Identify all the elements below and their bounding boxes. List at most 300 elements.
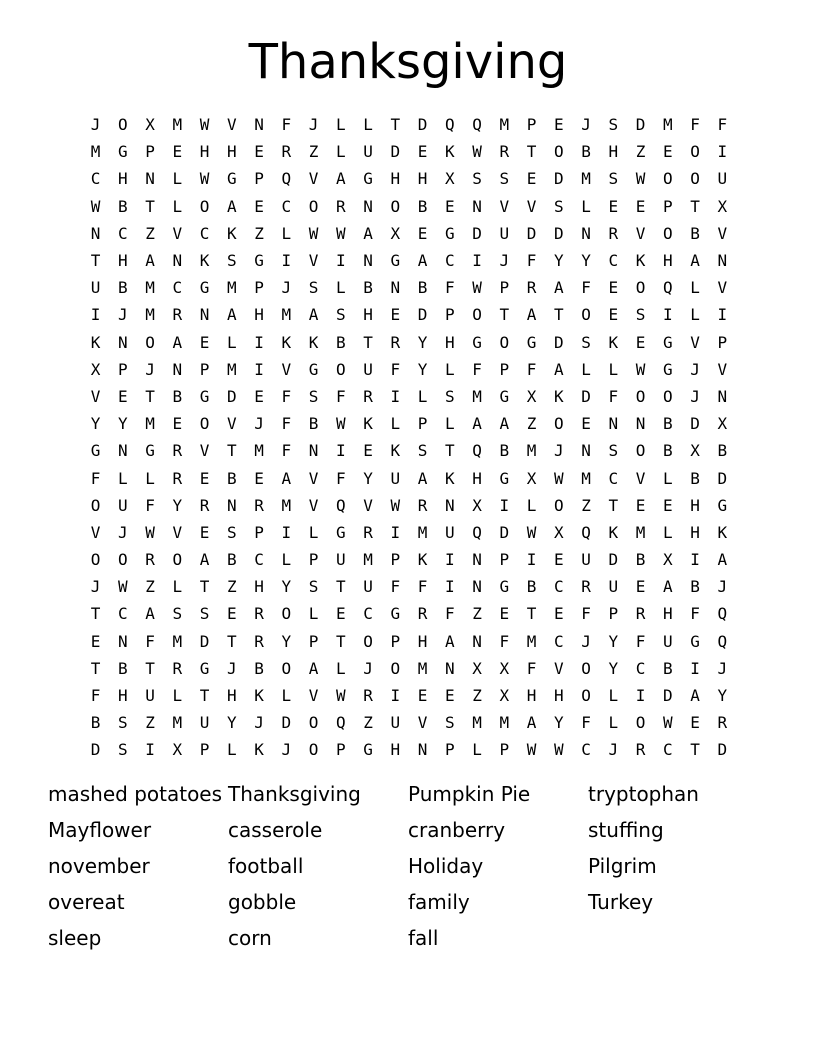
grid-letter: E bbox=[254, 196, 264, 216]
grid-letter: X bbox=[472, 658, 482, 678]
grid-letter: M bbox=[663, 115, 673, 135]
grid-letter: W bbox=[336, 414, 346, 434]
grid-letter: T bbox=[336, 631, 346, 651]
grid-letter: M bbox=[635, 522, 646, 542]
grid-letter: D bbox=[717, 740, 728, 760]
grid-letter: T bbox=[336, 577, 346, 597]
grid-letter: U bbox=[363, 142, 373, 162]
grid-letter: L bbox=[308, 604, 319, 624]
grid-letter: B bbox=[663, 414, 673, 434]
grid-letter: H bbox=[690, 522, 700, 542]
grid-letter: Z bbox=[526, 414, 537, 434]
grid-letter: J bbox=[281, 278, 292, 298]
grid-letter: W bbox=[145, 522, 155, 542]
grid-letter: F bbox=[717, 115, 728, 135]
grid-letter: N bbox=[390, 278, 401, 298]
grid-letter: R bbox=[635, 740, 646, 760]
grid-letter: Y bbox=[363, 468, 373, 488]
grid-row bbox=[82, 709, 736, 736]
grid-letter: H bbox=[608, 142, 619, 162]
grid-letter: A bbox=[554, 278, 564, 298]
grid-letter: E bbox=[581, 414, 591, 434]
grid-letter: W bbox=[635, 359, 646, 379]
grid-letter: T bbox=[390, 115, 401, 135]
grid-letter: S bbox=[118, 740, 128, 760]
grid-letter: O bbox=[690, 169, 700, 189]
grid-letter: U bbox=[145, 686, 155, 706]
grid-letter: E bbox=[635, 577, 646, 597]
grid-letter: X bbox=[499, 658, 510, 678]
grid-letter: O bbox=[554, 142, 564, 162]
grid-letter: S bbox=[608, 441, 619, 461]
grid-letter: H bbox=[254, 577, 264, 597]
word-list-item: Thanksgiving bbox=[228, 782, 361, 806]
grid-letter: T bbox=[526, 142, 537, 162]
grid-letter: M bbox=[526, 631, 537, 651]
grid-letter: I bbox=[281, 522, 292, 542]
word-search-grid bbox=[82, 111, 736, 764]
grid-letter: G bbox=[336, 522, 346, 542]
grid-letter: I bbox=[145, 740, 155, 760]
grid-letter: V bbox=[499, 196, 510, 216]
grid-letter: P bbox=[499, 550, 510, 570]
grid-letter: W bbox=[390, 495, 401, 515]
grid-letter: J bbox=[499, 251, 510, 271]
grid-letter: B bbox=[90, 713, 101, 733]
grid-letter: V bbox=[308, 169, 319, 189]
grid-letter: A bbox=[363, 223, 373, 243]
grid-letter: F bbox=[390, 577, 401, 597]
grid-letter: V bbox=[227, 414, 237, 434]
grid-letter: O bbox=[90, 550, 101, 570]
grid-letter: O bbox=[390, 658, 401, 678]
grid-letter: P bbox=[499, 278, 510, 298]
grid-letter: C bbox=[118, 604, 128, 624]
grid-letter: G bbox=[499, 468, 510, 488]
grid-letter: F bbox=[526, 359, 537, 379]
grid-letter: Z bbox=[635, 142, 646, 162]
grid-letter: X bbox=[472, 495, 482, 515]
grid-letter: P bbox=[254, 169, 264, 189]
grid-letter: J bbox=[145, 359, 155, 379]
grid-letter: K bbox=[717, 522, 728, 542]
grid-letter: K bbox=[608, 522, 619, 542]
grid-letter: W bbox=[526, 740, 537, 760]
grid-letter: A bbox=[690, 686, 700, 706]
grid-letter: J bbox=[554, 441, 564, 461]
grid-letter: O bbox=[635, 386, 646, 406]
grid-letter: Y bbox=[417, 359, 428, 379]
grid-letter: L bbox=[663, 522, 673, 542]
grid-letter: E bbox=[199, 468, 210, 488]
grid-letter: L bbox=[308, 522, 319, 542]
grid-letter: R bbox=[499, 142, 510, 162]
word-list-item: Pilgrim bbox=[588, 854, 657, 878]
grid-letter: L bbox=[472, 740, 482, 760]
grid-letter: U bbox=[118, 495, 128, 515]
grid-letter: V bbox=[717, 278, 728, 298]
grid-letter: V bbox=[227, 115, 237, 135]
grid-letter: T bbox=[608, 495, 619, 515]
grid-letter: O bbox=[199, 196, 210, 216]
grid-letter: V bbox=[635, 223, 646, 243]
grid-letter: H bbox=[417, 631, 428, 651]
grid-letter: L bbox=[608, 713, 619, 733]
grid-letter: K bbox=[554, 386, 564, 406]
grid-letter: Z bbox=[145, 577, 155, 597]
grid-letter: Z bbox=[308, 142, 319, 162]
grid-letter: L bbox=[690, 278, 700, 298]
grid-letter: A bbox=[472, 414, 482, 434]
grid-letter: N bbox=[472, 631, 482, 651]
grid-letter: G bbox=[690, 631, 700, 651]
grid-letter: Z bbox=[254, 223, 264, 243]
grid-row bbox=[82, 492, 736, 519]
grid-letter: S bbox=[581, 332, 591, 352]
grid-letter: P bbox=[199, 740, 210, 760]
grid-letter: L bbox=[118, 468, 128, 488]
grid-letter: M bbox=[227, 359, 237, 379]
grid-letter: R bbox=[608, 223, 619, 243]
grid-letter: X bbox=[717, 196, 728, 216]
grid-letter: L bbox=[663, 468, 673, 488]
grid-letter: S bbox=[336, 305, 346, 325]
grid-letter: U bbox=[199, 713, 210, 733]
grid-letter: G bbox=[363, 740, 373, 760]
grid-letter: L bbox=[172, 686, 183, 706]
grid-letter: T bbox=[363, 332, 373, 352]
grid-letter: W bbox=[308, 223, 319, 243]
grid-letter: N bbox=[581, 223, 591, 243]
grid-letter: F bbox=[526, 658, 537, 678]
grid-letter: W bbox=[554, 740, 564, 760]
grid-letter: N bbox=[608, 414, 619, 434]
grid-letter: U bbox=[390, 713, 401, 733]
grid-letter: H bbox=[417, 169, 428, 189]
grid-letter: S bbox=[472, 169, 482, 189]
grid-letter: Y bbox=[554, 251, 564, 271]
grid-letter: O bbox=[581, 686, 591, 706]
grid-letter: I bbox=[254, 332, 264, 352]
grid-letter: H bbox=[254, 305, 264, 325]
grid-letter: Z bbox=[472, 604, 482, 624]
grid-letter: P bbox=[717, 332, 728, 352]
grid-letter: P bbox=[663, 196, 673, 216]
word-list-item: Mayflower bbox=[48, 818, 152, 842]
grid-letter: R bbox=[363, 522, 373, 542]
grid-letter: L bbox=[390, 414, 401, 434]
grid-letter: A bbox=[417, 251, 428, 271]
grid-letter: G bbox=[526, 332, 537, 352]
grid-letter: Z bbox=[581, 495, 591, 515]
grid-letter: T bbox=[145, 386, 155, 406]
grid-letter: R bbox=[145, 550, 155, 570]
grid-letter: N bbox=[145, 169, 155, 189]
grid-letter: O bbox=[118, 550, 128, 570]
grid-letter: G bbox=[254, 251, 264, 271]
grid-letter: B bbox=[227, 550, 237, 570]
grid-letter: E bbox=[254, 468, 264, 488]
grid-letter: E bbox=[199, 522, 210, 542]
grid-letter: K bbox=[199, 251, 210, 271]
grid-letter: T bbox=[199, 686, 210, 706]
grid-letter: E bbox=[635, 495, 646, 515]
grid-letter: J bbox=[308, 115, 319, 135]
grid-letter: O bbox=[336, 359, 346, 379]
grid-letter: K bbox=[390, 441, 401, 461]
grid-letter: L bbox=[608, 686, 619, 706]
grid-letter: Q bbox=[472, 522, 482, 542]
grid-letter: U bbox=[445, 522, 455, 542]
grid-letter: A bbox=[336, 169, 346, 189]
grid-letter: R bbox=[254, 631, 264, 651]
grid-letter: A bbox=[227, 305, 237, 325]
grid-letter: R bbox=[363, 386, 373, 406]
grid-letter: N bbox=[308, 441, 319, 461]
grid-letter: L bbox=[526, 495, 537, 515]
grid-letter: R bbox=[526, 278, 537, 298]
grid-row bbox=[82, 111, 736, 138]
grid-letter: E bbox=[554, 604, 564, 624]
grid-letter: O bbox=[499, 332, 510, 352]
grid-letter: U bbox=[336, 550, 346, 570]
grid-letter: P bbox=[417, 414, 428, 434]
grid-letter: R bbox=[417, 604, 428, 624]
grid-letter: H bbox=[118, 251, 128, 271]
grid-letter: I bbox=[663, 305, 673, 325]
grid-letter: N bbox=[199, 305, 210, 325]
grid-letter: Q bbox=[336, 713, 346, 733]
grid-letter: A bbox=[526, 713, 537, 733]
grid-letter: R bbox=[172, 658, 183, 678]
grid-letter: H bbox=[390, 740, 401, 760]
grid-letter: H bbox=[118, 686, 128, 706]
grid-letter: I bbox=[90, 305, 101, 325]
grid-letter: H bbox=[663, 251, 673, 271]
grid-letter: A bbox=[690, 251, 700, 271]
grid-letter: B bbox=[717, 441, 728, 461]
grid-letter: U bbox=[608, 577, 619, 597]
grid-letter: C bbox=[172, 278, 183, 298]
grid-letter: L bbox=[172, 169, 183, 189]
grid-letter: K bbox=[445, 468, 455, 488]
grid-letter: C bbox=[608, 251, 619, 271]
grid-letter: J bbox=[118, 305, 128, 325]
grid-letter: Y bbox=[608, 658, 619, 678]
grid-letter: V bbox=[363, 495, 373, 515]
grid-letter: X bbox=[663, 550, 673, 570]
grid-letter: N bbox=[472, 550, 482, 570]
grid-letter: X bbox=[145, 115, 155, 135]
grid-letter: F bbox=[281, 414, 292, 434]
grid-letter: N bbox=[90, 223, 101, 243]
grid-letter: O bbox=[199, 414, 210, 434]
grid-letter: M bbox=[172, 115, 183, 135]
grid-letter: A bbox=[717, 550, 728, 570]
grid-letter: R bbox=[172, 441, 183, 461]
grid-letter: I bbox=[690, 550, 700, 570]
grid-row bbox=[82, 356, 736, 383]
grid-letter: L bbox=[445, 359, 455, 379]
grid-letter: V bbox=[635, 468, 646, 488]
grid-row bbox=[82, 437, 736, 464]
grid-letter: U bbox=[363, 359, 373, 379]
grid-letter: E bbox=[526, 169, 537, 189]
grid-letter: H bbox=[363, 305, 373, 325]
grid-letter: I bbox=[717, 142, 728, 162]
grid-letter: C bbox=[554, 577, 564, 597]
grid-letter: W bbox=[472, 142, 482, 162]
grid-letter: X bbox=[172, 740, 183, 760]
grid-letter: R bbox=[717, 713, 728, 733]
grid-letter: E bbox=[254, 142, 264, 162]
grid-letter: V bbox=[690, 332, 700, 352]
grid-letter: W bbox=[635, 169, 646, 189]
grid-row bbox=[82, 138, 736, 165]
grid-letter: B bbox=[227, 468, 237, 488]
grid-letter: M bbox=[499, 115, 510, 135]
grid-letter: J bbox=[581, 115, 591, 135]
grid-letter: S bbox=[227, 522, 237, 542]
grid-letter: O bbox=[554, 495, 564, 515]
grid-letter: E bbox=[336, 604, 346, 624]
grid-letter: T bbox=[90, 604, 101, 624]
grid-letter: L bbox=[227, 740, 237, 760]
grid-letter: J bbox=[717, 577, 728, 597]
grid-letter: F bbox=[281, 386, 292, 406]
grid-letter: J bbox=[254, 713, 264, 733]
grid-letter: E bbox=[635, 332, 646, 352]
grid-letter: B bbox=[499, 441, 510, 461]
grid-letter: K bbox=[445, 142, 455, 162]
grid-letter: F bbox=[445, 278, 455, 298]
grid-letter: M bbox=[145, 305, 155, 325]
grid-letter: I bbox=[336, 251, 346, 271]
grid-letter: O bbox=[635, 441, 646, 461]
grid-letter: R bbox=[254, 604, 264, 624]
grid-letter: K bbox=[308, 332, 319, 352]
grid-letter: D bbox=[281, 713, 292, 733]
grid-letter: D bbox=[417, 305, 428, 325]
grid-letter: P bbox=[118, 359, 128, 379]
grid-letter: L bbox=[336, 278, 346, 298]
grid-letter: T bbox=[145, 658, 155, 678]
grid-letter: C bbox=[663, 740, 673, 760]
grid-row bbox=[82, 193, 736, 220]
grid-letter: D bbox=[526, 223, 537, 243]
grid-letter: I bbox=[390, 522, 401, 542]
grid-letter: F bbox=[581, 278, 591, 298]
grid-letter: E bbox=[445, 686, 455, 706]
grid-letter: Z bbox=[363, 713, 373, 733]
grid-letter: F bbox=[472, 359, 482, 379]
grid-letter: I bbox=[445, 577, 455, 597]
grid-letter: Q bbox=[581, 522, 591, 542]
grid-letter: S bbox=[308, 577, 319, 597]
grid-letter: W bbox=[199, 115, 210, 135]
grid-letter: I bbox=[499, 495, 510, 515]
grid-letter: N bbox=[118, 631, 128, 651]
grid-letter: Z bbox=[472, 686, 482, 706]
grid-letter: E bbox=[608, 196, 619, 216]
word-list-item: football bbox=[228, 854, 304, 878]
grid-letter: T bbox=[690, 196, 700, 216]
grid-letter: D bbox=[554, 332, 564, 352]
grid-letter: H bbox=[472, 468, 482, 488]
grid-letter: I bbox=[690, 658, 700, 678]
grid-letter: F bbox=[145, 495, 155, 515]
grid-letter: V bbox=[172, 223, 183, 243]
grid-letter: G bbox=[227, 169, 237, 189]
grid-letter: I bbox=[390, 386, 401, 406]
grid-letter: O bbox=[308, 740, 319, 760]
grid-letter: X bbox=[90, 359, 101, 379]
grid-letter: V bbox=[90, 386, 101, 406]
word-list-item: overeat bbox=[48, 890, 125, 914]
grid-letter: Y bbox=[172, 495, 183, 515]
grid-letter: V bbox=[308, 468, 319, 488]
grid-letter: O bbox=[663, 169, 673, 189]
grid-letter: G bbox=[308, 359, 319, 379]
grid-letter: W bbox=[526, 522, 537, 542]
grid-letter: C bbox=[363, 604, 373, 624]
grid-letter: L bbox=[172, 577, 183, 597]
grid-letter: D bbox=[227, 386, 237, 406]
grid-row bbox=[82, 655, 736, 682]
grid-letter: E bbox=[172, 142, 183, 162]
grid-letter: Q bbox=[336, 495, 346, 515]
grid-letter: W bbox=[90, 196, 101, 216]
grid-letter: W bbox=[336, 686, 346, 706]
grid-letter: W bbox=[663, 713, 673, 733]
grid-letter: X bbox=[526, 386, 537, 406]
grid-letter: Y bbox=[281, 577, 292, 597]
grid-letter: G bbox=[390, 251, 401, 271]
grid-letter: D bbox=[90, 740, 101, 760]
grid-letter: A bbox=[281, 468, 292, 488]
grid-letter: Q bbox=[281, 169, 292, 189]
word-list-item: casserole bbox=[228, 818, 323, 842]
grid-letter: D bbox=[472, 223, 482, 243]
grid-letter: G bbox=[199, 386, 210, 406]
grid-letter: T bbox=[227, 441, 237, 461]
grid-letter: B bbox=[417, 196, 428, 216]
grid-letter: Y bbox=[227, 713, 237, 733]
grid-letter: B bbox=[663, 441, 673, 461]
grid-letter: G bbox=[363, 169, 373, 189]
grid-letter: V bbox=[554, 658, 564, 678]
grid-letter: J bbox=[690, 386, 700, 406]
grid-letter: B bbox=[690, 577, 700, 597]
grid-letter: Y bbox=[554, 713, 564, 733]
grid-letter: D bbox=[690, 414, 700, 434]
grid-letter: S bbox=[118, 713, 128, 733]
grid-letter: O bbox=[554, 414, 564, 434]
grid-letter: N bbox=[417, 740, 428, 760]
grid-letter: T bbox=[145, 196, 155, 216]
grid-letter: H bbox=[554, 686, 564, 706]
grid-letter: E bbox=[663, 495, 673, 515]
word-list-item: Turkey bbox=[588, 890, 654, 914]
grid-letter: T bbox=[90, 251, 101, 271]
grid-letter: O bbox=[281, 604, 292, 624]
grid-letter: Y bbox=[118, 414, 128, 434]
grid-letter: G bbox=[199, 278, 210, 298]
grid-letter: F bbox=[90, 686, 101, 706]
grid-letter: E bbox=[172, 414, 183, 434]
grid-row bbox=[82, 410, 736, 437]
grid-letter: C bbox=[445, 251, 455, 271]
